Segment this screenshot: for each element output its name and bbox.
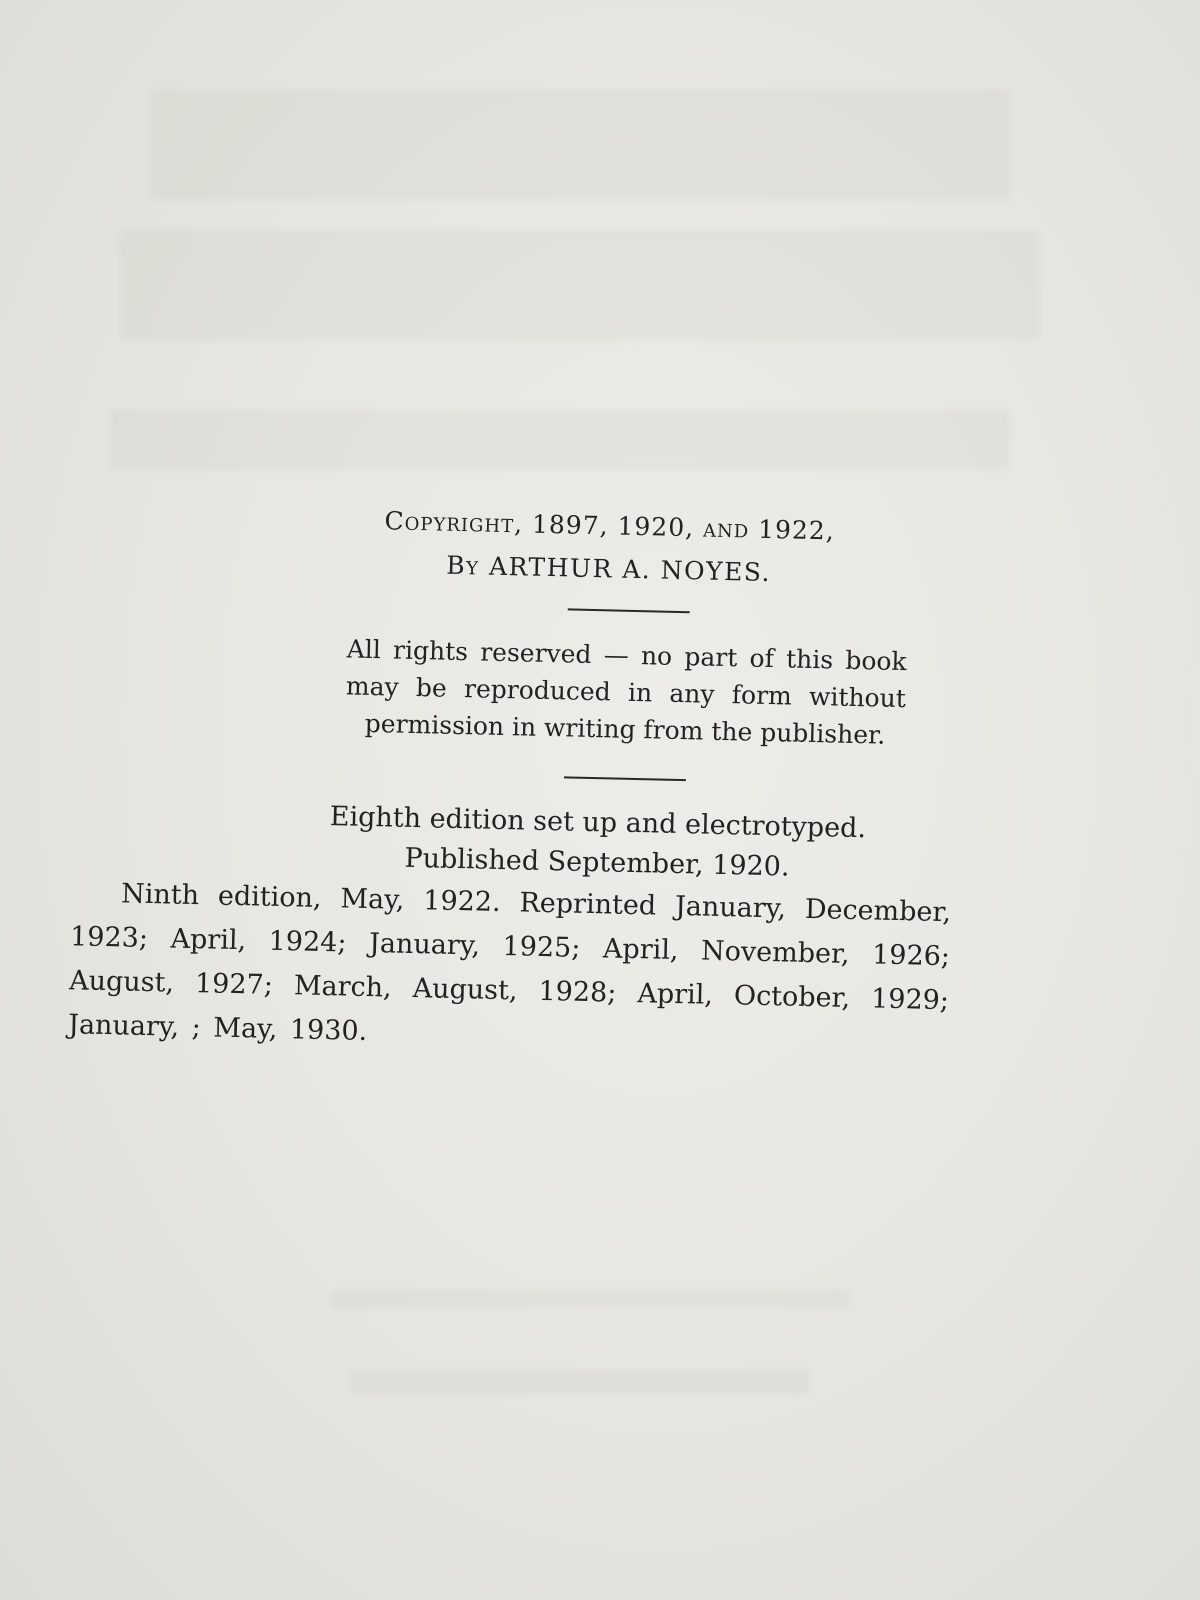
rights-notice: All rights reserved — no part of this book may be reproduced in any form without permission in writing from the publisher.: [345, 634, 907, 750]
show-through-shadow: [120, 230, 1040, 340]
divider-rule: [568, 608, 690, 613]
by-word: By: [446, 550, 480, 581]
show-through-shadow: [330, 1290, 850, 1308]
divider-rule: [564, 776, 686, 781]
reprint-history: Ninth edition, May, 1922. Reprinted January, December, 1923; April, 1924; January, 1925; April, November, 1926; August, 1927; March, August, 1928; April, October, 1929; January, ; May, 1930.: [67, 878, 952, 1047]
author-name: ARTHUR A. NOYES.: [488, 551, 772, 588]
copyright-line: Copyright, 1897, 1920, and 1922,: [384, 506, 836, 546]
edition-line: Eighth edition set up and electrotyped.: [329, 801, 867, 845]
show-through-shadow: [350, 1370, 810, 1394]
author-line: [78, 542, 1018, 592]
show-through-shadow: [110, 410, 1010, 470]
published-line: Published September, 1920.: [404, 842, 790, 883]
show-through-shadow: [150, 90, 1010, 200]
copyright-imprint: [67, 499, 1020, 1095]
